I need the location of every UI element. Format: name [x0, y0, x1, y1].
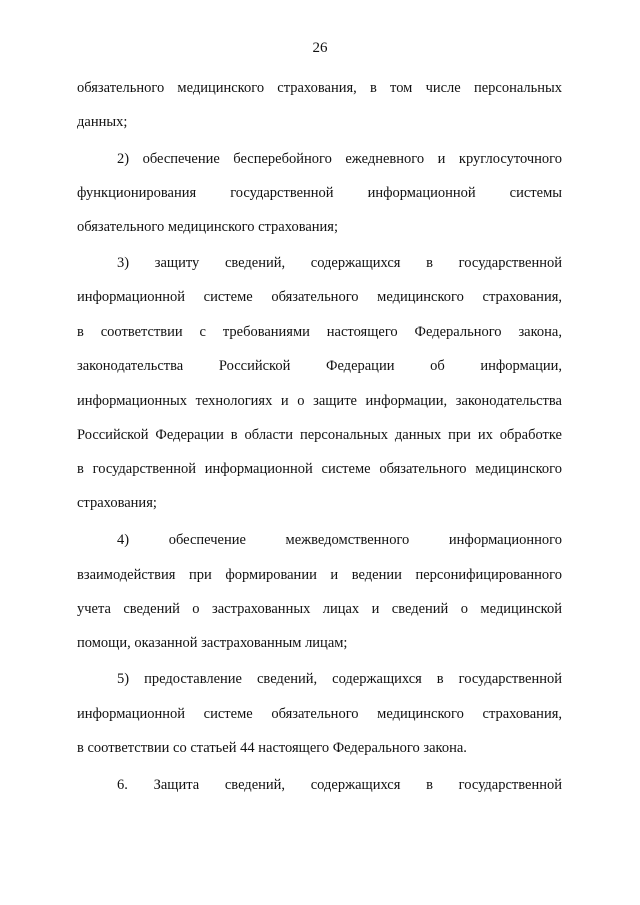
text-line: в соответствии со статьей 44 настоящего Федерального закона. — [77, 740, 467, 756]
text-line: информационных технологиях и о защите информации, законодательства — [77, 393, 562, 409]
text-line: в соответствии с требованиями настоящего Федерального закона, — [77, 324, 562, 340]
text-line: информационной системе обязательного медицинского страхования, — [77, 706, 562, 722]
text-line: обязательного медицинского страхования; — [77, 219, 338, 235]
text-line: учета сведений о застрахованных лицах и сведений о медицинской — [77, 601, 562, 617]
text-line: 5) предоставление сведений, содержащихся в государственной — [117, 671, 562, 687]
text-line: данных; — [77, 114, 128, 130]
text-line: 4) обеспечение межведомственного информационного — [117, 532, 562, 548]
text-line: в государственной информационной системе обязательного медицинского — [77, 461, 562, 477]
text-line: страхования; — [77, 495, 157, 511]
text-line: информационной системе обязательного медицинского страхования, — [77, 289, 562, 305]
text-line: 2) обеспечение бесперебойного ежедневного и круглосуточного — [117, 151, 562, 167]
text-line: законодательства Российской Федерации об информации, — [77, 358, 562, 374]
text-line: помощи, оказанной застрахованным лицам; — [77, 635, 348, 651]
text-line: взаимодействия при формировании и ведении персонифицированного — [77, 567, 562, 583]
page-number: 26 — [312, 40, 328, 56]
text-line: 6. Защита сведений, содержащихся в государственной — [117, 777, 562, 793]
text-line: функционирования государственной информационной системы — [77, 185, 562, 201]
text-line: Российской Федерации в области персональных данных при их обработке — [77, 427, 562, 443]
text-line: обязательного медицинского страхования, в том числе персональных — [77, 80, 562, 96]
text-line: 3) защиту сведений, содержащихся в государственной — [117, 255, 562, 271]
